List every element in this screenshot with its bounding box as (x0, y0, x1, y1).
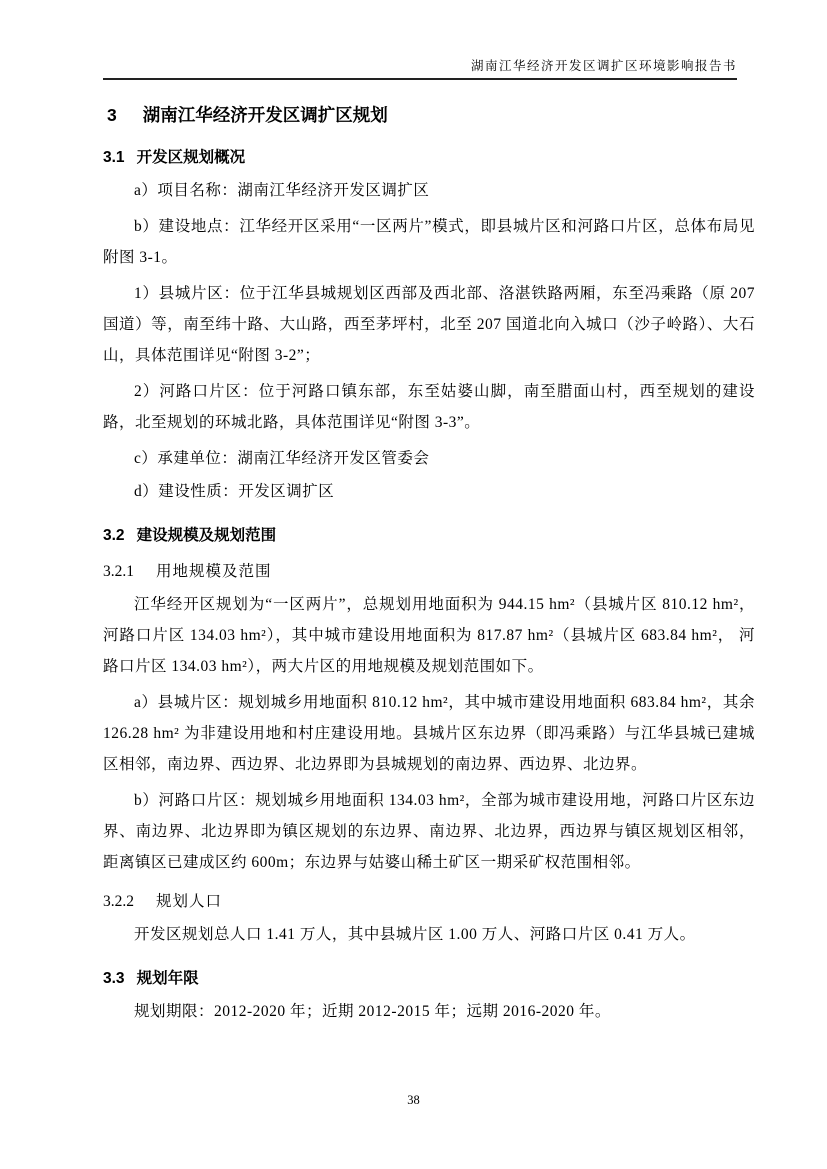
section-number-3-2: 3.2 (103, 527, 125, 544)
paragraph-land-scale: 江华经开区规划为“一区两片”，总规划用地面积为 944.15 hm²（县城片区 810.12 hm²，河路口片区 134.03 hm²），其中城市建设用地面积为 817.87 hm²（县城片区 683.84 hm²， 河路口片区 134.03 hm²），两大片区的用地规模及规划范围如下。 (103, 596, 755, 675)
section-heading-3-2 (103, 524, 755, 548)
section-number-3-3: 3.3 (103, 970, 125, 987)
subsection-title-3-2-2: 规划人口 (156, 893, 223, 910)
running-header (103, 56, 737, 80)
running-header-title: 湖南江华经济开发区调扩区环境影响报告书 (470, 59, 737, 73)
subsection-number-3-2-1: 3.2.1 (103, 563, 134, 580)
chapter-number: 3 (107, 105, 117, 125)
paragraph-nature: d）建设性质：开发区调扩区 (134, 483, 335, 500)
section-heading-3-1 (103, 146, 755, 170)
subsection-heading-3-2-2 (103, 890, 755, 914)
chapter-title: 湖南江华经济开发区调扩区规划 (142, 105, 388, 125)
page-number: 38 (407, 1093, 420, 1107)
paragraph-county-detail: a）县城片区：规划城乡用地面积 810.12 hm²，其中城市建设用地面积 683.84 hm²，其余 126.28 hm² 为非建设用地和村庄建设用地。县城片区东边界（即冯乘路）与江华县城已建城区相邻，南边界、西边界、北边界即为县城规划的南边界、西边界、北边界。 (103, 694, 755, 773)
section-number-3-1: 3.1 (103, 149, 125, 166)
subsection-number-3-2-2: 3.2.2 (103, 893, 134, 910)
chapter-heading (107, 101, 755, 129)
document-body (103, 94, 755, 1027)
paragraph-location: b）建设地点：江华经开区采用“一区两片”模式，即县城片区和河路口片区，总体布局见附图 3-1。 (103, 218, 755, 266)
paragraph-helukou-detail: b）河路口片区：规划城乡用地面积 134.03 hm²，全部为城市建设用地，河路口片区东边界、南边界、北边界即为镇区规划的东边界、南边界、北边界，西边界与镇区规划区相邻，距离镇区已建成区约 600m；东边界与姑婆山稀土矿区一期采矿权范围相邻。 (103, 792, 755, 871)
subsection-heading-3-2-1 (103, 560, 755, 584)
paragraph-project-name: a）项目名称：湖南江华经济开发区调扩区 (134, 182, 430, 199)
section-title-3-1: 开发区规划概况 (136, 149, 246, 166)
subsection-title-3-2-1: 用地规模及范围 (156, 563, 272, 580)
section-title-3-3: 规划年限 (136, 970, 199, 987)
paragraph-county-area: 1）县城片区：位于江华县城规划区西部及西北部、洛湛铁路两厢，东至冯乘路（原 207 国道）等，南至纬十路、大山路，西至茅坪村，北至 207 国道北向入城口（沙子岭路）、大石山，具体范围详见“附图 3-2”； (103, 285, 755, 364)
section-title-3-2: 建设规模及规划范围 (136, 527, 277, 544)
paragraph-population: 开发区规划总人口 1.41 万人，其中县城片区 1.00 万人、河路口片区 0.41 万人。 (134, 926, 696, 943)
section-heading-3-3 (103, 967, 755, 991)
paragraph-helukou-area: 2）河路口片区：位于河路口镇东部，东至姑婆山脚，南至腊面山村，西至规划的建设路，北至规划的环城北路，具体范围详见“附图 3-3”。 (103, 383, 755, 431)
paragraph-planning-period: 规划期限：2012-2020 年；近期 2012-2015 年；远期 2016-2020 年。 (134, 1003, 611, 1020)
paragraph-builder: c）承建单位：湖南江华经济开发区管委会 (134, 450, 430, 467)
